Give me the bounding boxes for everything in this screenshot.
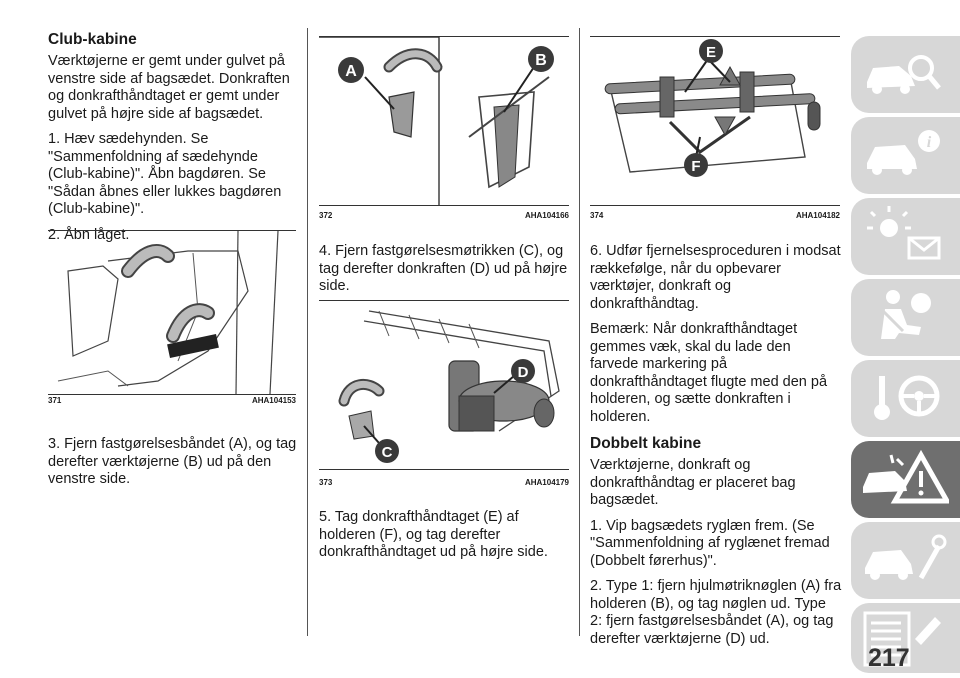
section-heading-dobbelt-kabine: Dobbelt kabine bbox=[590, 435, 702, 452]
callout-e: E bbox=[705, 44, 717, 61]
step-5: 5. Tag donkrafthåndtaget (E) af holderen (F), og tag derefter donkrafthåndtaget ud på højre side. bbox=[319, 509, 548, 560]
step-2-dobbelt: 2. Type 1: fjern hjulmøtriknøglen (A) fra holderen (B), og tag nøglen ud. Type 2: fjern fastgørelsesbåndet (A), og tag derefter værktøjerne (D) ud. bbox=[590, 578, 842, 647]
warning-lights-message-icon bbox=[859, 204, 949, 268]
column-1 bbox=[48, 30, 300, 252]
car-info-icon bbox=[859, 123, 949, 187]
paragraph: Værktøjerne er gemt under gulvet på venstre side af bagsædet. Donkraften og donkrafthåndtaget er gemt under gulvet på højre side af bagsædet. bbox=[48, 53, 290, 122]
step-1-dobbelt: 1. Vip bagsædets ryglæn frem. (Se "Sammenfoldning af ryglænet fremad (Dobbelt førerhus)". bbox=[590, 517, 830, 569]
column-3 bbox=[590, 243, 842, 656]
callout-d: D bbox=[517, 364, 529, 381]
figure-372 bbox=[319, 36, 569, 206]
car-service-wrench-icon bbox=[859, 528, 949, 592]
tab-warning-lights[interactable] bbox=[851, 198, 960, 275]
figure-371 bbox=[48, 230, 296, 395]
column-divider bbox=[579, 28, 580, 636]
page-number: 217 bbox=[868, 644, 910, 672]
step-1: 1. Hæv sædehynden. Se "Sammenfoldning af sædehynde (Club-kabine)". Åbn bagdøren. Se "Sådan åbnes eller lukkes bagdøren (Club-kabine)". bbox=[48, 131, 282, 217]
callout-b: B bbox=[535, 52, 547, 69]
section-heading-club-kabine: Club-kabine bbox=[48, 31, 137, 48]
car-search-icon bbox=[859, 42, 949, 106]
callout-f: F bbox=[691, 158, 701, 175]
tab-starting-driving[interactable] bbox=[851, 360, 960, 437]
column-2-lower bbox=[319, 509, 571, 570]
column-1-lower bbox=[48, 436, 300, 497]
tab-car-search[interactable] bbox=[851, 36, 960, 113]
figure-374 bbox=[590, 36, 840, 206]
tab-car-info[interactable] bbox=[851, 117, 960, 194]
tab-safety[interactable] bbox=[851, 279, 960, 356]
paragraph: Værktøjerne, donkraft og donkrafthåndtag er placeret bag bagsædet. bbox=[590, 457, 796, 508]
callout-c: C bbox=[381, 444, 393, 461]
figure-373 bbox=[319, 300, 569, 470]
tab-emergency[interactable] bbox=[851, 441, 960, 518]
column-divider bbox=[307, 28, 308, 636]
note: Bemærk: Når donkrafthåndtaget gemmes væk, skal du lade den farvede markering på donkrafthåndtaget flugte med den på holderen, og sætte donkraften i holderen. bbox=[590, 321, 828, 425]
figure-caption-372: 372 AHA104166 bbox=[319, 211, 569, 220]
svg-text:i: i bbox=[926, 134, 932, 151]
figure-caption-371: 371 AHA104153 bbox=[48, 396, 296, 405]
step-4: 4. Fjern fastgørelsesmøtrikken (C), og tag derefter donkraften (D) ud på højre side. bbox=[319, 243, 568, 294]
tab-maintenance[interactable] bbox=[851, 522, 960, 599]
column-2-upper bbox=[319, 243, 571, 304]
seatbelt-airbag-icon bbox=[859, 285, 949, 349]
step-6: 6. Udfør fjernelsesproceduren i modsat rækkefølge, når du opbevarer værktøjer, donkraft og donkrafthåndtag. bbox=[590, 243, 841, 312]
key-steering-wheel-icon bbox=[859, 366, 949, 430]
callout-a: A bbox=[345, 63, 357, 80]
step-3: 3. Fjern fastgørelsesbåndet (A), og tag derefter værktøjerne (B) ud på den venstre side. bbox=[48, 436, 297, 487]
figure-caption-373: 373 AHA104179 bbox=[319, 478, 569, 487]
figure-caption-374: 374 AHA104182 bbox=[590, 211, 840, 220]
car-breakdown-warning-icon bbox=[859, 447, 949, 511]
step-2: 2. Åbn låget. bbox=[48, 226, 130, 243]
